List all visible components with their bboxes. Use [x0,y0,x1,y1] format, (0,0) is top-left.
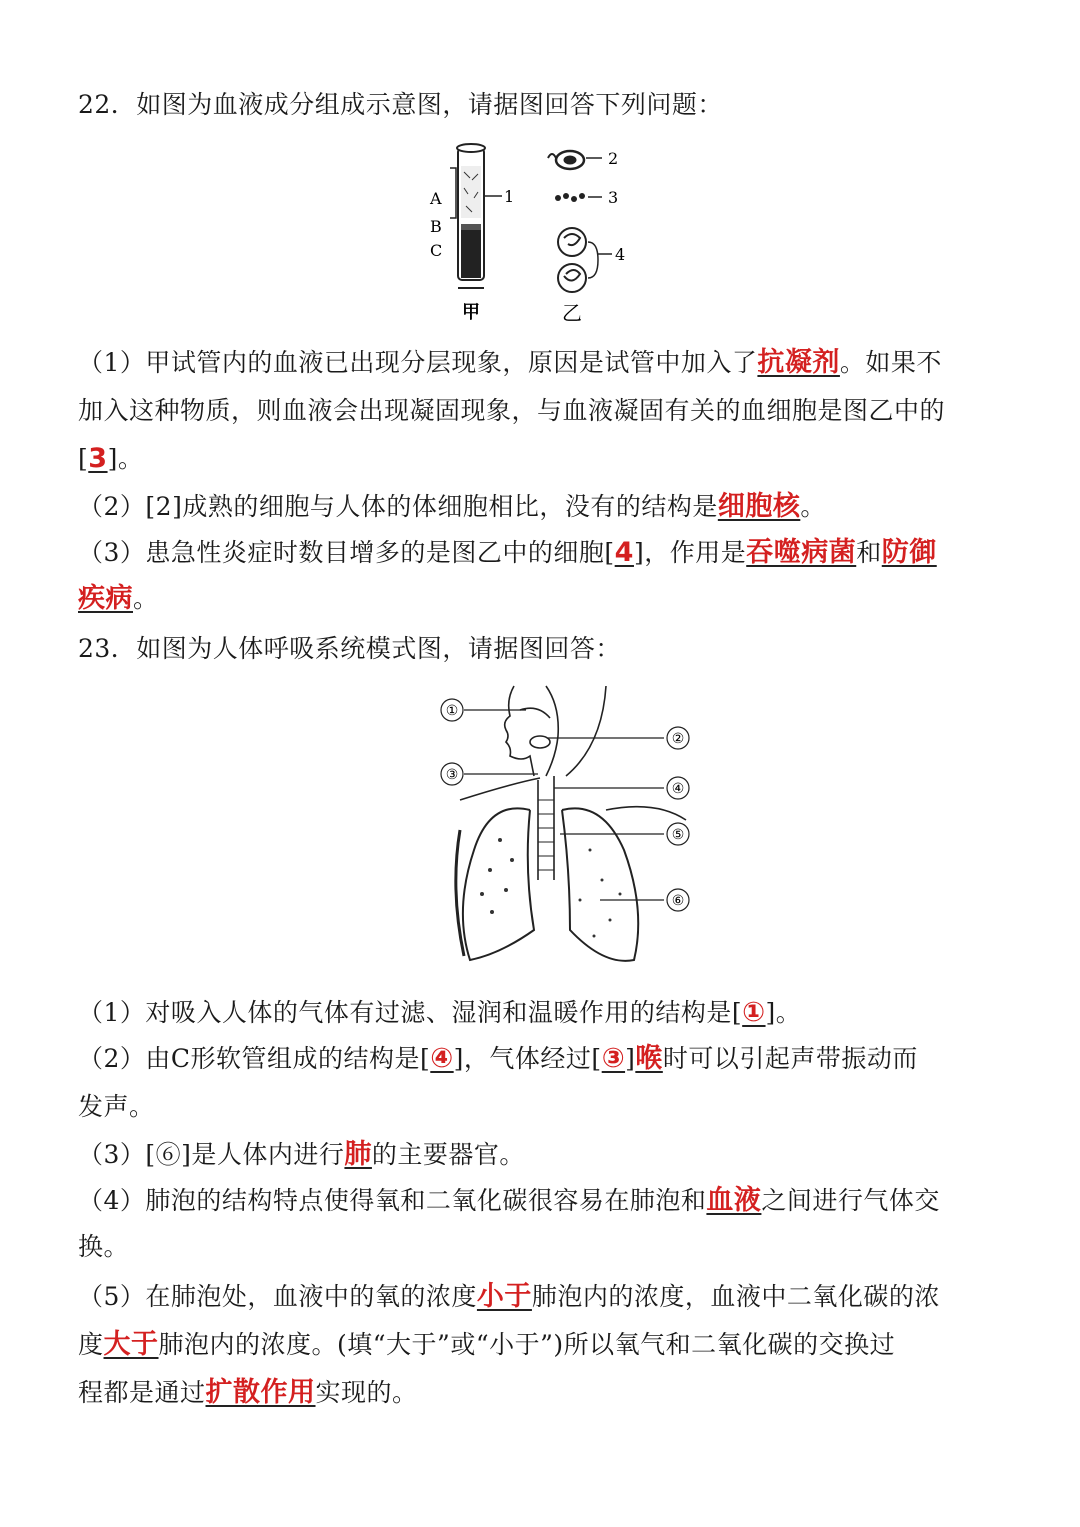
q23-p2-line2: 发声。 [78,1092,155,1121]
resp-label-2: ② [671,731,685,747]
q23-p4-line2: 换。 [78,1232,130,1261]
q22-p1-answer-1: 抗凝剂 [757,347,840,378]
q23-p5-line1 [78,1280,940,1314]
q23-p2-text-a: （2）由C形软管组成的结构是[ [78,1044,431,1073]
q22-p3-text-d: 。 [133,584,159,613]
resp-label-1: ① [445,703,459,719]
q23-p3 [78,1138,525,1172]
q23-p5-text-d: 肺泡内的浓度。(填“大于”或“小于”)所以氧气和二氧化碳的交换过 [158,1330,896,1359]
q22-p3-answer-3a: 防御 [881,537,937,568]
q23-p5-text-c: 度 [78,1330,104,1359]
q23-p4-text-a: （4）肺泡的结构特点使得氧和二氧化碳很容易在肺泡和 [78,1186,707,1215]
q23-p5-text-f: 实现的。 [315,1378,418,1407]
q22-p2-text-a: （2）[2]成熟的细胞与人体的体细胞相比，没有的结构是 [78,492,718,521]
respiratory-system-figure [430,680,700,972]
blood-cells-drawing [548,151,612,292]
q22-p2-text-b: 。 [800,492,826,521]
q23-p2-text-b: ]，气体经过[ [453,1044,602,1073]
q22-p3-answer-3b: 疾病 [78,583,133,614]
resp-label-5: ⑤ [671,827,685,843]
q22-p3-text-c: 和 [856,538,882,567]
q22-p3-line1 [78,536,937,570]
q22-p1-text-b: 。如果不 [839,348,942,377]
q23-p2-answer-1: ④ [430,1043,454,1074]
q23-p1 [78,996,801,1030]
q23-p2-answer-2: ③ [601,1043,626,1074]
resp-label-3: ③ [445,767,459,783]
q23-p5-answer-1: 小于 [476,1281,532,1312]
tube-label-b: B [430,217,442,236]
tube-label-c: C [430,241,443,260]
tube-label-a: A [430,189,442,208]
respiratory-drawing [456,686,686,961]
q22-p1-text-e: ]。 [107,444,144,473]
q22-p3-text-b: ]，作用是 [633,538,747,567]
q23-p3-text-a: （3）[⑥]是人体内进行 [78,1140,345,1169]
q23-p2-text-c: ] [625,1044,636,1073]
blood-components-figure [420,138,640,328]
q23-p1-answer: ① [742,997,766,1028]
q23-title: 23．如图为人体呼吸系统模式图，请据图回答： [78,634,621,663]
q23-p4-text-b: 之间进行气体交 [761,1186,940,1215]
q22-p1-line3 [78,442,143,476]
q22-p3-answer-2: 吞噬病菌 [746,537,857,568]
q22-p1-answer-2: 3 [88,443,108,474]
cell-label-2: 2 [608,149,619,168]
respiratory-figure-svg [430,680,700,972]
cell-label-3: 3 [608,188,619,207]
q22-p1-text-a: （1）甲试管内的血液已出现分层现象，原因是试管中加入了 [78,348,758,377]
q23-p5-text-e: 程都是通过 [78,1378,206,1407]
q23-p1-text-b: ]。 [765,998,802,1027]
q23-p5-line2 [78,1328,895,1362]
q22-p1-line2: 加入这种物质，则血液会出现凝固现象，与血液凝固有关的血细胞是图乙中的 [78,396,946,425]
q23-p3-text-b: 的主要器官。 [371,1140,525,1169]
q22-p3-line2 [78,582,159,616]
q22-p3-text-a: （3）患急性炎症时数目增多的是图乙中的细胞[ [78,538,615,567]
q23-p1-text-a: （1）对吸入人体的气体有过滤、湿润和温暖作用的结构是[ [78,998,743,1027]
resp-label-4: ④ [671,781,685,797]
q23-p2-answer-3: 喉 [635,1043,663,1074]
q22-p2-answer: 细胞核 [717,491,801,522]
test-tube-drawing [450,144,502,288]
q23-p5-answer-2: 大于 [103,1329,159,1360]
caption-yi: 乙 [562,301,582,325]
q22-p1-text-d: [ [78,444,89,473]
q23-p5-text-a: （5）在肺泡处，血液中的氧的浓度 [78,1282,477,1311]
resp-label-6: ⑥ [671,893,685,909]
q22-p2 [78,490,826,524]
q22-title: 22．如图为血液成分组成示意图，请据图回答下列问题： [78,90,723,119]
q22-p3-answer-1: 4 [614,537,634,568]
q23-p5-text-b: 肺泡内的浓度，血液中二氧化碳的浓 [531,1282,940,1311]
q22-p1-line1 [78,346,942,380]
q23-p2-text-d: 时可以引起声带振动而 [662,1044,918,1073]
blood-figure-svg [420,138,640,328]
q23-p2-line1 [78,1042,918,1076]
q23-p5-answer-3: 扩散作用 [205,1377,316,1408]
q23-p3-answer: 肺 [344,1139,372,1170]
q23-p4-answer: 血液 [706,1185,762,1216]
cell-label-4: 4 [615,245,626,264]
tube-pointer-1: 1 [504,187,515,206]
caption-jia: 甲 [462,302,480,323]
q23-p4-line1 [78,1184,940,1218]
q23-p5-line3 [78,1376,418,1410]
